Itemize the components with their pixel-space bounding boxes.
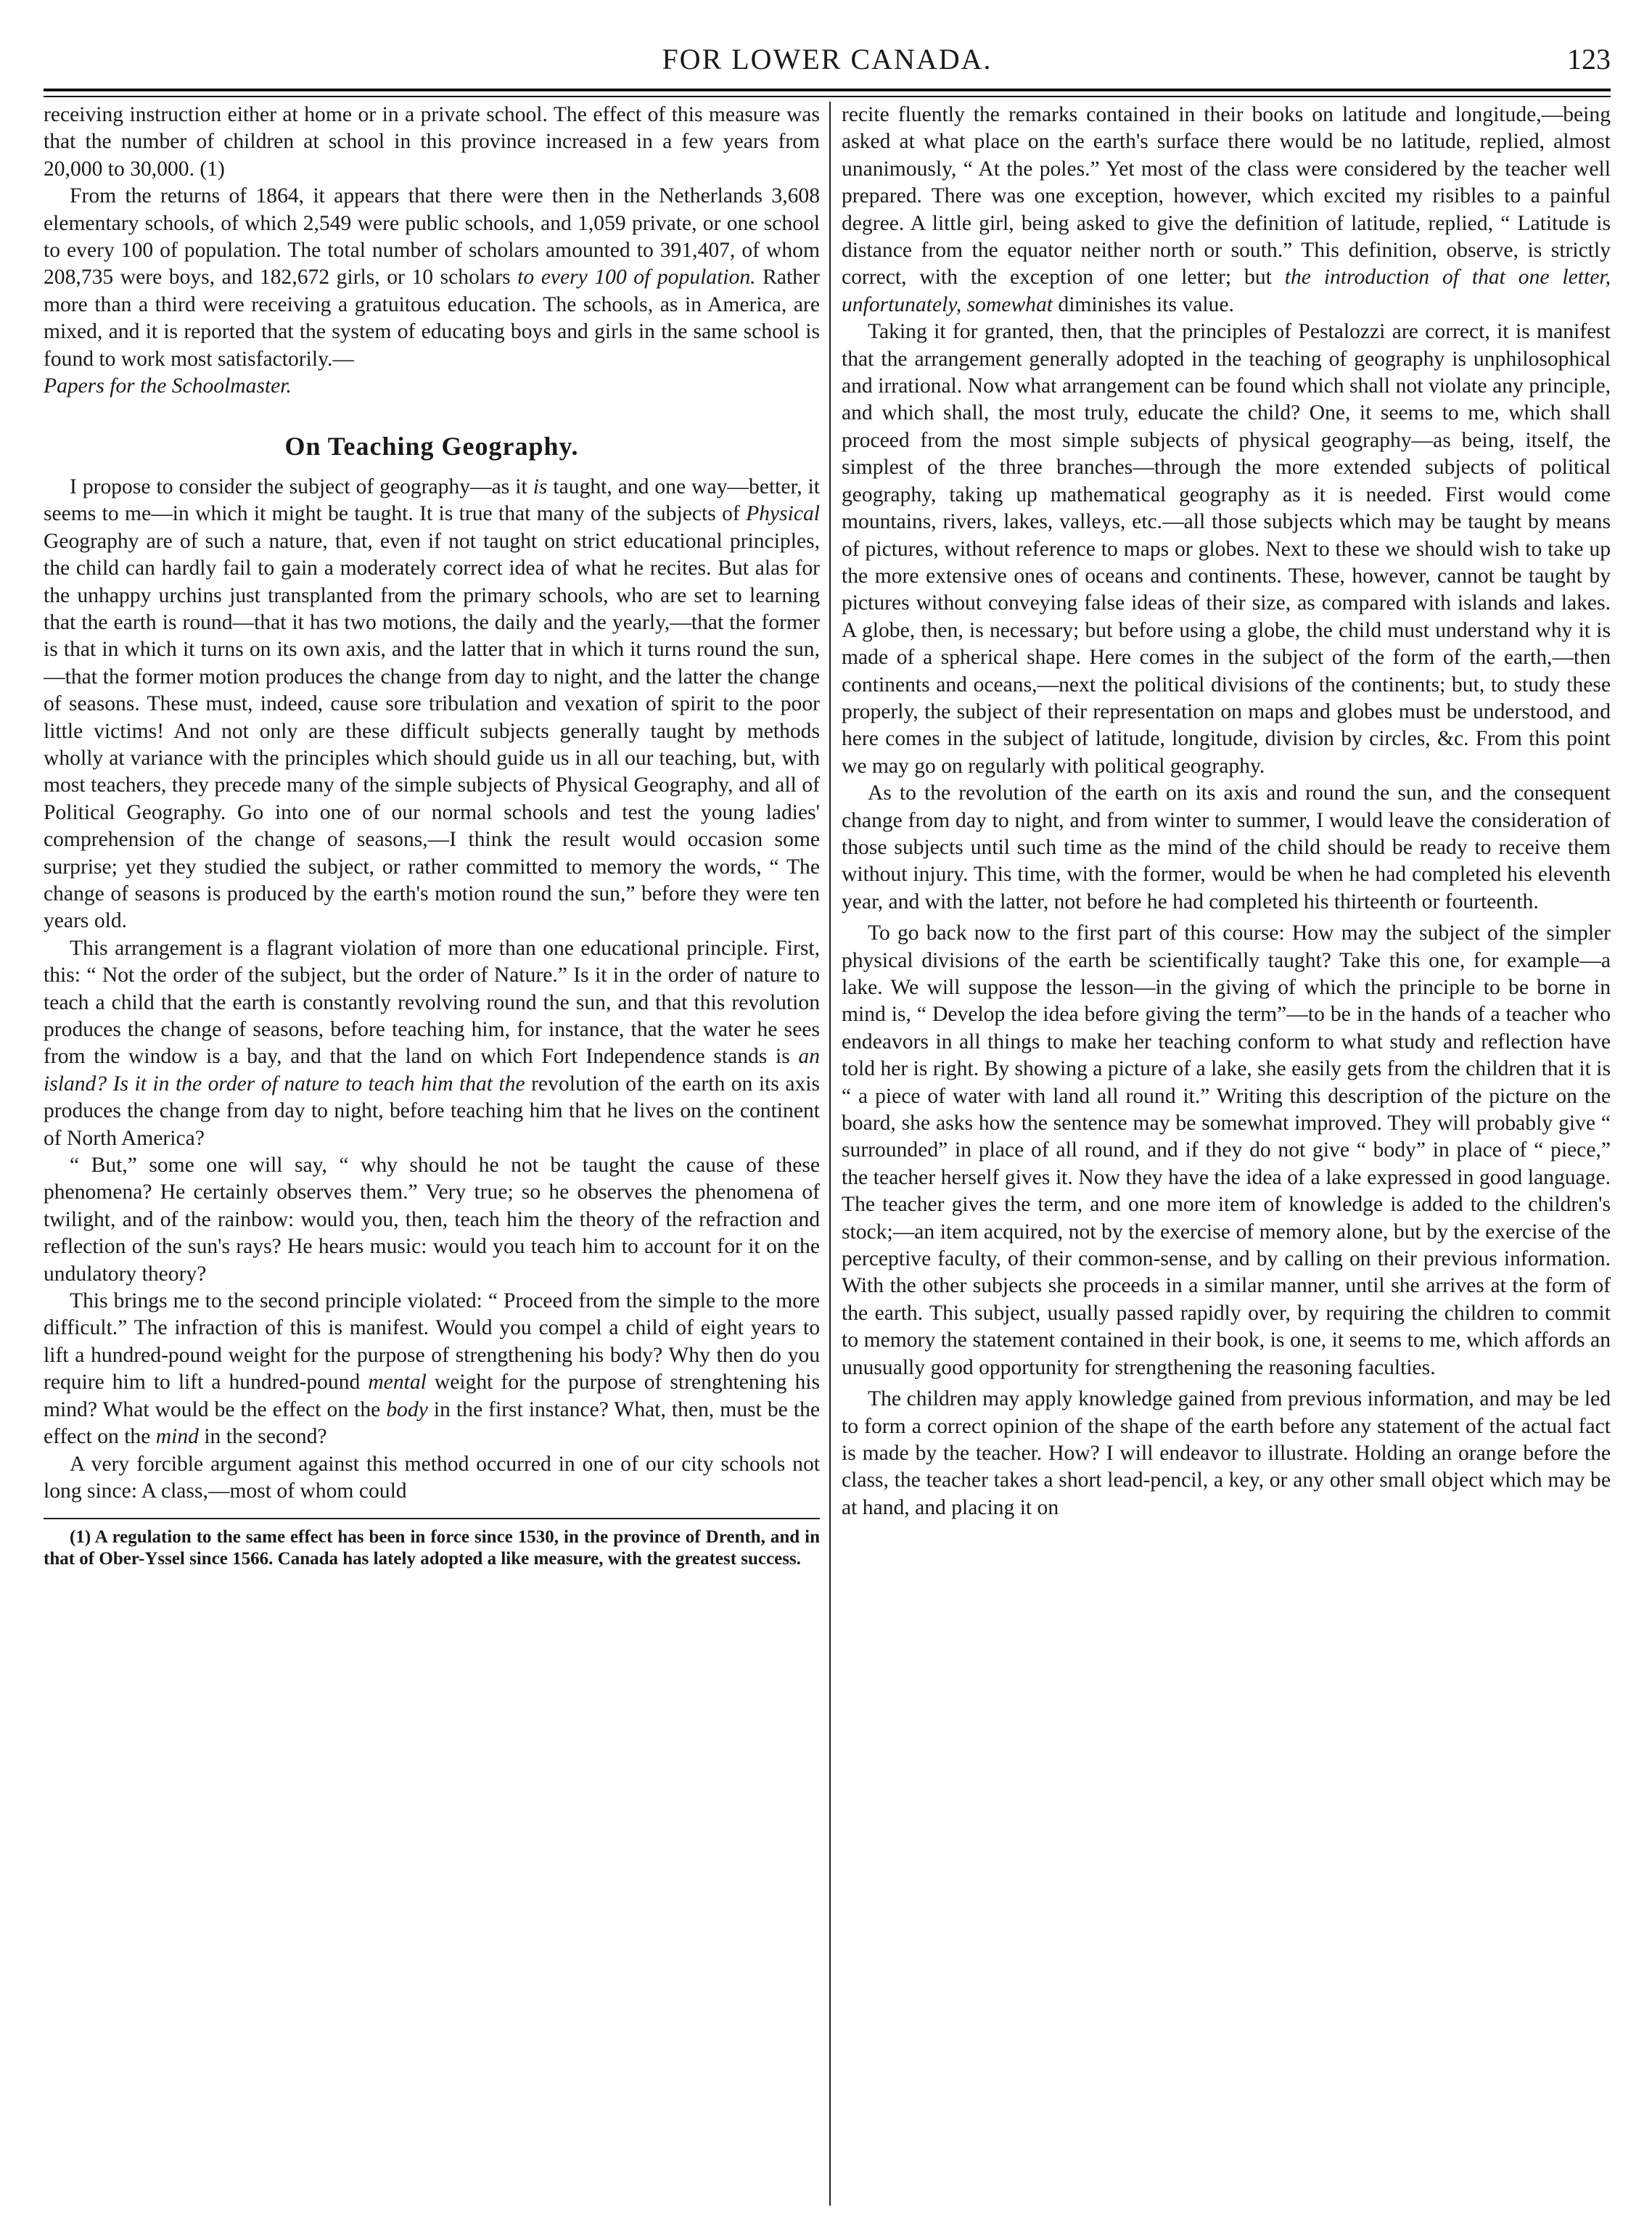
paragraph: This arrangement is a flagrant violation of more than one educational principle. First, this: “ Not the order of the subject, but the order of Nature.” Is it in the order of nature to teach a child that the earth is constantly revolving round the sun, and that this revolution produces the change of seasons, before teaching him, for instance, that the water he sees from the window is a bay, and that the land on which Fort Independence stands is an island? Is it in the order of nature to teach him that the revolution of the earth on its axis produces the change from day to night, before teaching him that he lives on the continent of North America? <box>44 936 820 1150</box>
italic-text: to every 100 of population. <box>517 266 756 289</box>
left-column <box>44 102 820 2213</box>
paragraph: A very forcible argument against this method occurred in one of our city schools not long since: A class,—most of whom could <box>44 1452 820 1503</box>
header-rule <box>44 89 1611 97</box>
paragraph: Taking it for granted, then, that the principles of Pestalozzi are correct, it is manifest that the arrangement generally adopted in the teaching of geography is unphilosophical and irrational. Now what arrangement can be found which shall not violate any principle, and which shall, the most truly, educate the child? One, it seems to me, which shall proceed from the most simple subjects of physical geography—as being, itself, the simplest of the three branches—through the more extended subjects of political geography, taking up mathematical geography as it is needed. First would come mountains, rivers, lakes, valleys, etc.—all those subjects which may be taught by means of pictures, without reference to maps or globes. Next to these we should wish to take up the more extensive ones of oceans and continents. These, however, cannot be taught by pictures without conveying false ideas of their size, as compared with islands and lakes. A globe, then, is necessary; but before using a globe, the child must understand why it is made of a spherical shape. Here comes in the subject of the form of the earth,—then continents and oceans,—next the political divisions of the continents; but, to study these properly, the subject of their representation on maps and globes must be understood, and here comes in the subject of latitude, longitude, division by circles, &c. From this point we may go on regularly with political geography. <box>842 320 1611 778</box>
paragraph: As to the revolution of the earth on its axis and round the sun, and the consequent change from day to night, and from winter to summer, I would leave the consideration of those subjects until such time as the mind of the child should be ready to receive them without injury. This time, with the former, would be when he had completed his eleventh year, and with the latter, not before he had completed his thirteenth or fourteenth. <box>842 781 1611 913</box>
italic-text: the introduction of that one letter, unfortunately, somewhat <box>842 266 1611 316</box>
paragraph: recite fluently the remarks contained in their books on latitude and longitude,—being asked at what place on the earth's surface there would be no latitude, replied, almost unanimously, “ At the poles.” Yet most of the class were considered by the teacher well prepared. There was one exception, however, which excited my risibles to a painful degree. A little girl, being asked to give the definition of latitude, replied, “ Latitude is distance from the equator neither north or south.” This definition, observe, is strictly correct, with the exception of one letter; but the introduction of that one letter, unfortunately, somewhat diminishes its value. <box>842 103 1611 316</box>
column-divider <box>829 102 831 2206</box>
paragraph: This brings me to the second principle violated: “ Proceed from the simple to the more difficult.” The infraction of this is manifest. Would you compel a child of eight years to lift a hundred-pound weight for the purpose of strengthening his body? Why then do you require him to lift a hundred-pound mental weight for the purpose of strenghtening his mind? What would be the effect on the body in the first instance? What, then, must be the effect on the mind in the second? <box>44 1289 820 1449</box>
italic-text: an island? Is it in the order of nature to teach him that the <box>44 1045 820 1096</box>
paragraph: “ But,” some one will say, “ why should he not be taught the cause of these phenomena? He certainly observes them.” Very true; so he observes the phenomena of twilight, and of the rainbow: would you, then, teach him the theory of the refraction and reflection of the sun's rays? He hears music: would you teach him to account for it on the undulatory theory? <box>44 1154 820 1286</box>
paragraph: To go back now to the first part of this course: How may the subject of the simpler physical divisions of the earth be scientifically taught? Take this one, for example—a lake. We will suppose the lesson—in the giving of which the principle to be borne in mind is, “ Develop the idea before giving the term”—to be in the hands of a teacher who endeavors in all things to make her teaching conform to what study and reflection have told her is right. By showing a picture of a lake, she easily gets from the children that it is “ a piece of water with land all round it.” Writing this description of the picture on the board, she asks how the sentence may be somewhat improved. They will probably give “ surrounded” in place of all round, and if they do not give “ body” in place of “ piece,” the teacher herself gives it. Now they have the idea of a lake expressed in good language. The teacher gives the term, and one more item of knowledge is added to the children's stock;—an item acquired, not by the exercise of memory alone, but by the exercise of the perceptive faculty, of their common-sense, and by calling on their previous information. With the other subjects she proceeds in a similar manner, until she arrives at the form of the earth. This subject, usually passed rapidly over, by requiring the children to commit to memory the statement contained in their book, is one, it seems to me, which affords an unusually good opportunity for strengthening the reasoning faculties. <box>842 921 1611 1379</box>
paragraph: I propose to consider the subject of geography—as it is taught, and one way—better, it seems to me—in which it might be taught. It is true that many of the subjects of Physical Geography are of such a nature, that, even if not taught on strict educational principles, the child can hardly fail to gain a moderately correct idea of what he recites. But alas for the unhappy urchins just transplanted from the primary schools, who are set to learning that the earth is round—that it has two motions, the daily and the yearly,—that the former is that in which it turns on its own axis, and the latter that in which it turns round the sun,—that the former motion produces the change from day to night, and the latter the change of seasons. These must, indeed, cause sore tribulation and vexation of spirit to the poor little victims! And not only are these difficult subjects generally taught by methods wholly at variance with the principles which should guide us in all our teaching, but, with most teachers, they precede many of the simple subjects of Physical Geography, and all of Political Geography. Go into one of our normal schools and test the young ladies' comprehension of the change of seasons,—I think the result would occasion some surprise; yet they studied the subject, or rather committed to memory the words, “ The change of seasons is produced by the earth's motion round the sun,” before they were ten years old. <box>44 474 820 933</box>
paragraph: From the returns of 1864, it appears that there were then in the Netherlands 3,608 elementary schools, of which 2,549 were public schools, and 1,059 private, or one school to every 100 of population. The total number of scholars amounted to 391,407, of whom 208,735 were boys, and 182,672 girls, or 10 scholars to every 100 of population. Rather more than a third were receiving a gratuitous education. The schools, as in America, are mixed, and it is reported that the system of educating boys and girls in the same school is found to work most satisfactorily.— Papers for the Schoolmaster. <box>44 184 820 398</box>
footnote: (1) A regulation to the same effect has been in force since 1530, in the province of Drenth, and in that of Ober-Yssel since 1566. Canada has lately adopted a like measure, with the greatest success. <box>44 1527 820 1569</box>
running-title: FOR LOWER CANADA. <box>662 43 993 75</box>
right-column <box>842 102 1611 2213</box>
section-title: On Teaching Geography. <box>284 432 579 461</box>
paragraph: receiving instruction either at home or in a private school. The effect of this measure was that the number of children at school in this province increased in a few years from 20,000 to 30,000. (1) <box>44 103 820 181</box>
footnote-rule <box>44 1518 820 1519</box>
source-citation: Papers for the Schoolmaster. <box>44 374 292 398</box>
page-header <box>44 42 1611 86</box>
page-number: 123 <box>1567 43 1611 75</box>
paragraph: The children may apply knowledge gained from previous information, and may be led to form a correct opinion of the shape of the earth before any statement of the actual fact is made by the teacher. How? I will endeavor to illustrate. Holding an orange before the class, the teacher takes a short lead-pencil, a key, or any other small object which may be at hand, and placing it on <box>842 1387 1611 1519</box>
